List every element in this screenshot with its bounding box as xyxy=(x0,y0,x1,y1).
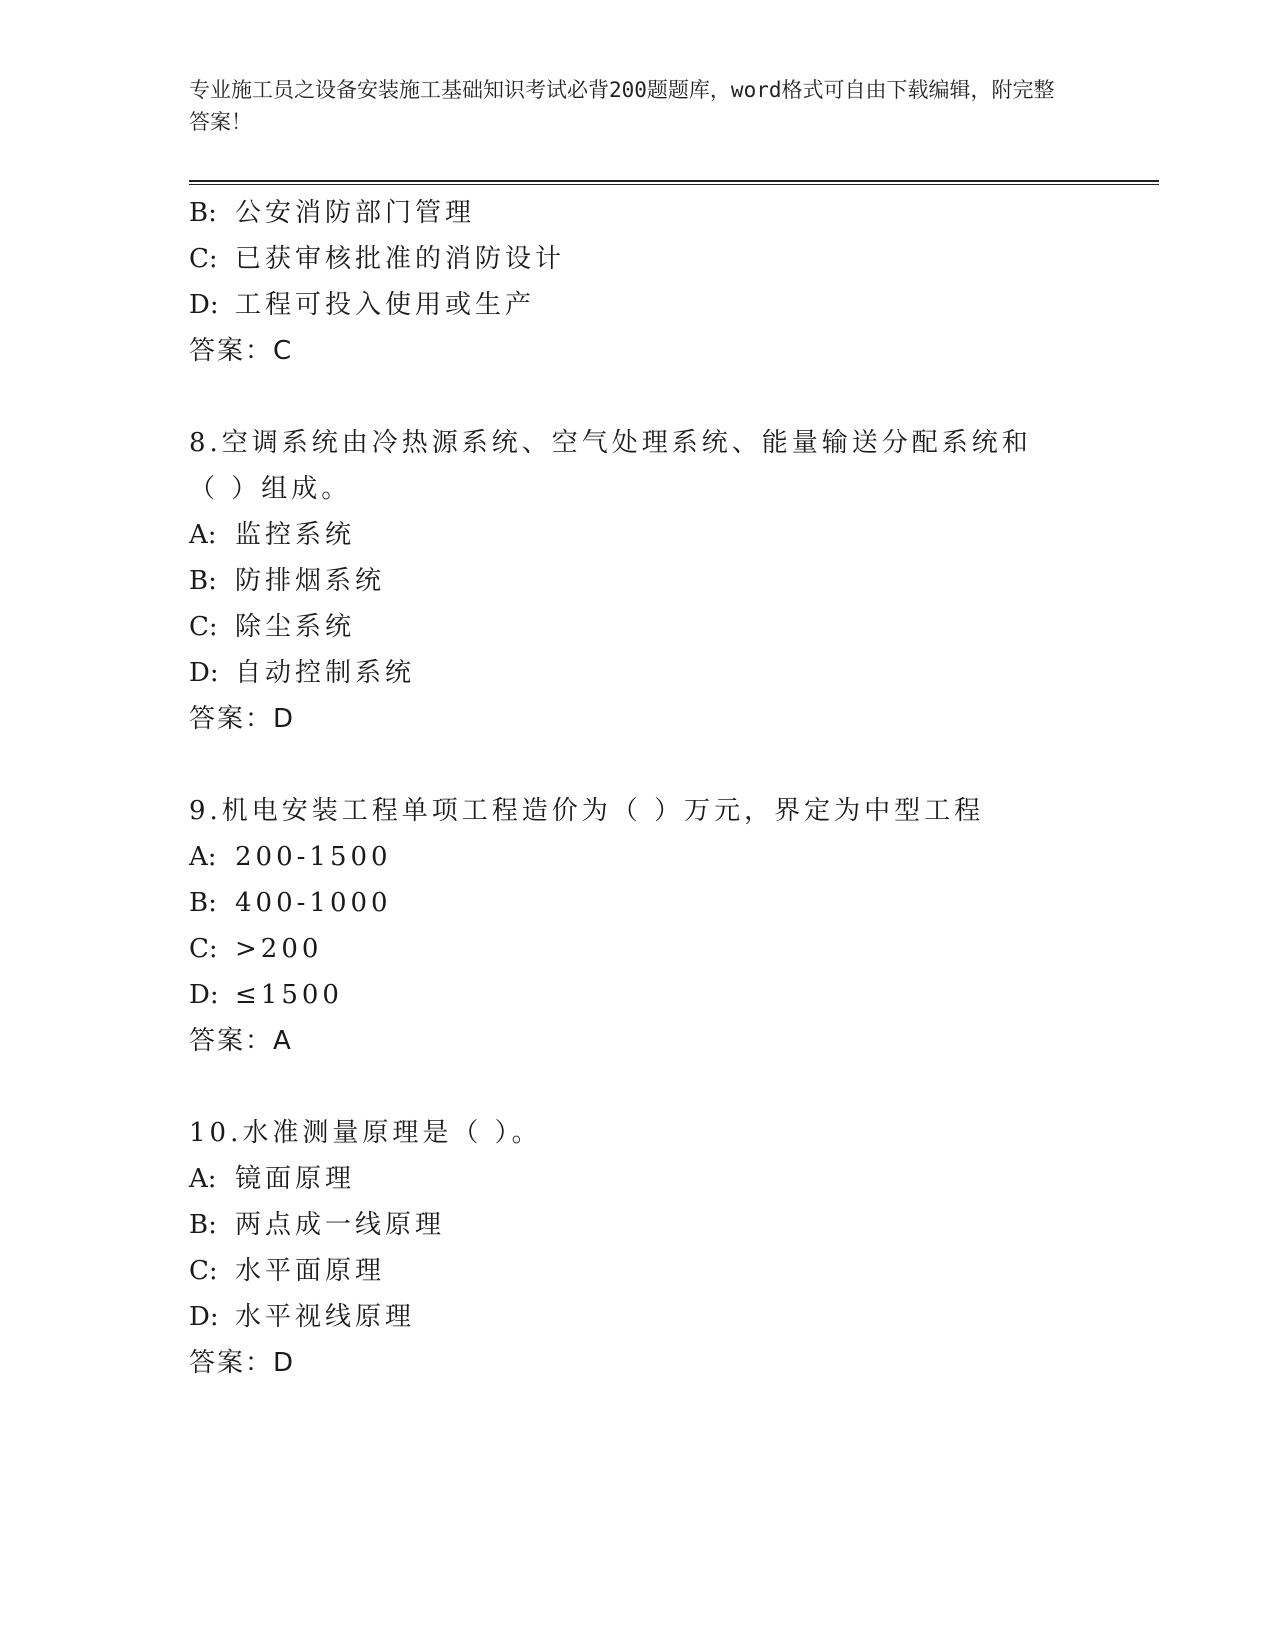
option-text: 200-1500 xyxy=(235,842,392,872)
option-a xyxy=(189,1156,1089,1202)
answer: 答案：D xyxy=(189,1348,296,1378)
document-header: 专业施工员之设备安装施工基础知识考试必背200题题库，word格式可自由下载编辑，附完整答案！ xyxy=(189,78,1055,134)
option-text: 水平面原理 xyxy=(235,1256,386,1286)
question-stem: 8.空调系统由冷热源系统、空气处理系统、能量输送分配系统和（ ）组成。 xyxy=(189,428,1032,504)
option-label: C: xyxy=(189,244,218,274)
option-text: 两点成一线原理 xyxy=(235,1210,446,1240)
question-8 xyxy=(189,420,1089,742)
option-label: C: xyxy=(189,612,218,642)
question-9 xyxy=(189,788,1089,1064)
option-d xyxy=(189,650,1089,696)
option-text: 公安消防部门管理 xyxy=(235,198,476,228)
answer: 答案：D xyxy=(189,704,296,734)
option-text: 除尘系统 xyxy=(235,612,356,642)
option-text: 工程可投入使用或生产 xyxy=(235,290,536,320)
option-d xyxy=(189,972,1089,1018)
option-text: 水平视线原理 xyxy=(235,1302,416,1332)
option-label: C: xyxy=(189,934,218,964)
answer: 答案：A xyxy=(189,1026,293,1056)
option-label: A: xyxy=(189,520,217,550)
header-divider xyxy=(189,180,1159,185)
option-b xyxy=(189,558,1089,604)
question-content xyxy=(189,190,1089,1386)
option-c xyxy=(189,926,1089,972)
option-label: B: xyxy=(189,1210,217,1240)
option-a xyxy=(189,834,1089,880)
option-label: C: xyxy=(189,1256,218,1286)
option-text: 镜面原理 xyxy=(235,1164,356,1194)
option-label: D: xyxy=(189,658,219,688)
option-c xyxy=(189,604,1089,650)
option-label: D: xyxy=(189,980,219,1010)
option-text: 自动控制系统 xyxy=(235,658,416,688)
option-d xyxy=(189,282,1089,328)
option-text: 已获审核批准的消防设计 xyxy=(235,244,566,274)
question-stem: 10.水准测量原理是（ ）。 xyxy=(189,1118,542,1148)
option-c xyxy=(189,236,1089,282)
option-b xyxy=(189,1202,1089,1248)
option-label: D: xyxy=(189,1302,219,1332)
option-label: D: xyxy=(189,290,219,320)
option-text: >200 xyxy=(235,934,323,964)
option-label: A: xyxy=(189,842,217,872)
option-label: A: xyxy=(189,1164,217,1194)
question-7-tail xyxy=(189,190,1089,374)
answer: 答案：C xyxy=(189,336,294,366)
option-a xyxy=(189,512,1089,558)
option-label: B: xyxy=(189,566,217,596)
option-text: 防排烟系统 xyxy=(235,566,386,596)
option-b xyxy=(189,190,1089,236)
option-text: ≤1500 xyxy=(235,980,343,1010)
question-stem: 9.机电安装工程单项工程造价为（ ）万元，界定为中型工程 xyxy=(189,796,985,826)
option-b xyxy=(189,880,1089,926)
option-text: 400-1000 xyxy=(235,888,392,918)
option-label: B: xyxy=(189,888,217,918)
option-c xyxy=(189,1248,1089,1294)
option-label: B: xyxy=(189,198,217,228)
option-d xyxy=(189,1294,1089,1340)
option-text: 监控系统 xyxy=(235,520,356,550)
question-10 xyxy=(189,1110,1089,1386)
